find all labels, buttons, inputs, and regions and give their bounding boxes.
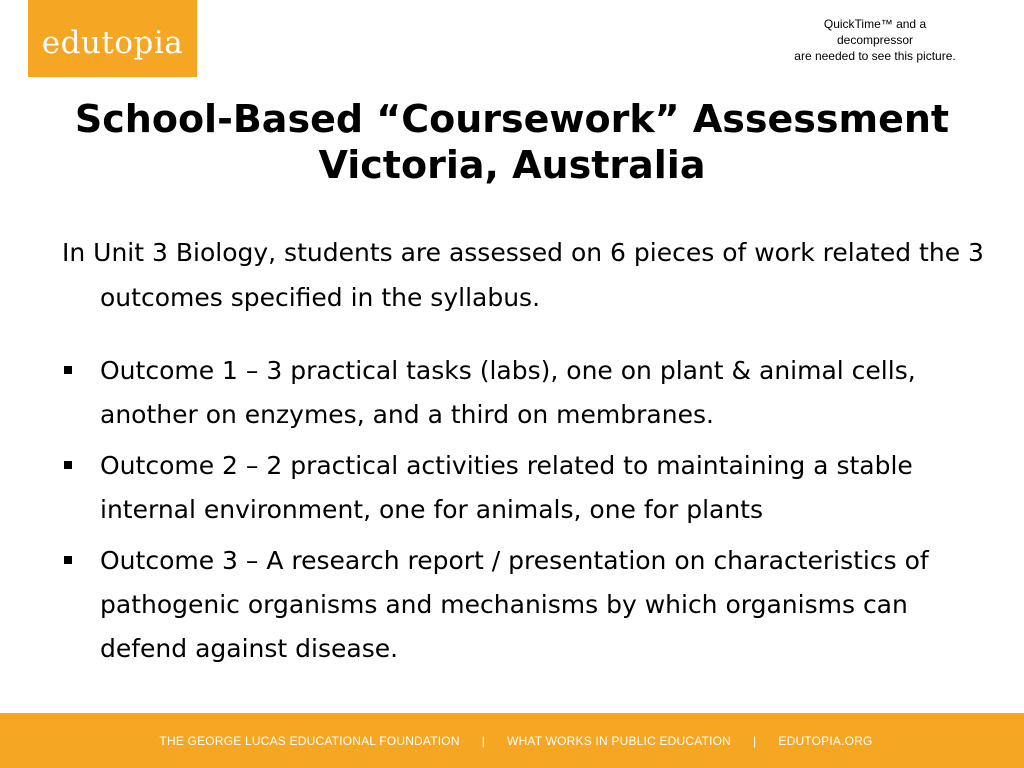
intro-paragraph: In Unit 3 Biology, students are assessed on 6 pieces of work related the 3 outcomes specified in the syllabus. [62,238,984,312]
square-bullet-icon [64,461,72,469]
outcome-list-item [62,539,992,671]
slide-title-line-1: School-Based “Coursework” Assessment [74,97,950,141]
outcome-text: Outcome 3 – A research report / presentation on characteristics of pathogenic organisms and mechanisms by which organisms can defend against disease. [100,546,929,663]
quicktime-notice-line: are needed to see this picture. [794,49,956,63]
slide-title-line-2: Victoria, Australia [318,143,706,187]
footer-tagline: WHAT WORKS IN PUBLIC EDUCATION [507,733,732,748]
footer-bar [0,713,1024,768]
outcome-text: Outcome 1 – 3 practical tasks (labs), one on plant & animal cells, another on enzymes, and a third on membranes. [100,356,916,429]
slide-title [0,96,1024,188]
logo-text: edutopia [41,24,184,61]
quicktime-notice-line: decompressor [836,33,914,47]
footer-foundation-name: THE GEORGE LUCAS EDUCATIONAL FOUNDATION [159,733,460,748]
footer-website: EDUTOPIA.ORG [778,733,873,748]
square-bullet-icon [64,366,72,374]
footer-text [159,734,872,748]
outcome-list [62,349,992,678]
quicktime-placeholder-notice [760,16,990,64]
logo [28,0,197,77]
footer-separator: | [753,733,757,748]
square-bullet-icon [64,556,72,564]
quicktime-notice-line: QuickTime™ and a [823,17,927,31]
outcome-list-item [62,349,992,437]
footer-separator: | [481,733,486,748]
outcome-text: Outcome 2 – 2 practical activities related to maintaining a stable internal environment, one for animals, one for plants [100,451,913,524]
outcome-list-item [62,444,992,532]
